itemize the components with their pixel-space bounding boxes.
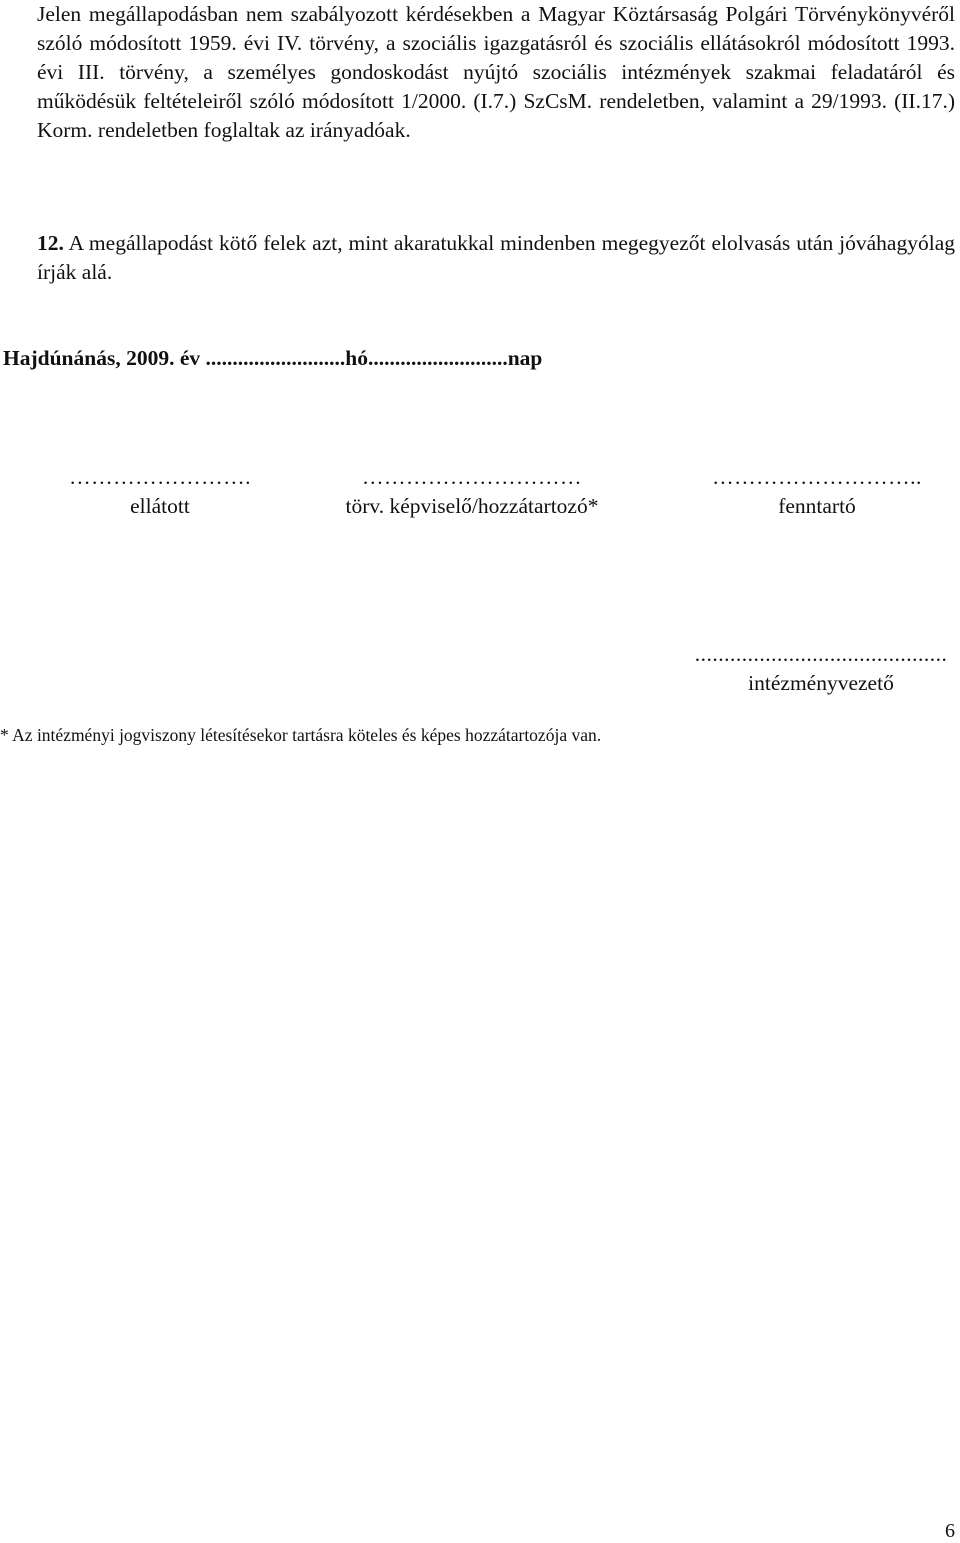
signature-label: ellátott: [130, 494, 190, 518]
signature-label: intézményvezető: [748, 671, 894, 695]
paragraph-text: A megállapodást kötő felek azt, mint akaratukkal mindenben megegyezőt elolvasás után jóváhagyólag írják alá.: [37, 231, 955, 284]
signature-line: …………………………: [362, 465, 582, 489]
signature-block-recipient: [40, 463, 280, 521]
paragraph-number: 12.: [37, 231, 64, 255]
signature-line: ...........................................: [694, 642, 948, 666]
signature-block-representative: [322, 463, 622, 521]
signature-label: törv. képviselő/hozzátartozó*: [345, 494, 599, 518]
paragraph-signing: [37, 229, 955, 287]
signature-line: …………………….: [69, 465, 251, 489]
signature-block-institution-head: [690, 640, 952, 698]
paragraph-text: Jelen megállapodásban nem szabályozott kérdésekben a Magyar Köztársaság Polgári Törvénykönyvéről szóló módosított 1959. évi IV. törvény, a szociális igazgatásról és szociális ellátásokról módosított 1993. évi III. törvény, a személyes gondoskodást nyújtó szociális intézmények szakmai feladatáról és működésük feltételeiről szóló módosított 1/2000. (I.7.) SzCsM. rendeletben, valamint a 29/1993. (II.17.) Korm. rendeletben foglaltak az irányadóak.: [37, 2, 955, 142]
signature-block-operator: [684, 463, 950, 521]
signature-line: ………………………..: [712, 465, 922, 489]
place-date-line: Hajdúnánás, 2009. év ..........................hó..........................nap: [3, 346, 543, 370]
page-number: 6: [945, 1520, 955, 1542]
footnote: * Az intézményi jogviszony létesítésekor tartásra köteles és képes hozzátartozója van.: [0, 725, 602, 745]
signature-label: fenntartó: [778, 494, 856, 518]
paragraph-applicable-law: [37, 0, 955, 145]
